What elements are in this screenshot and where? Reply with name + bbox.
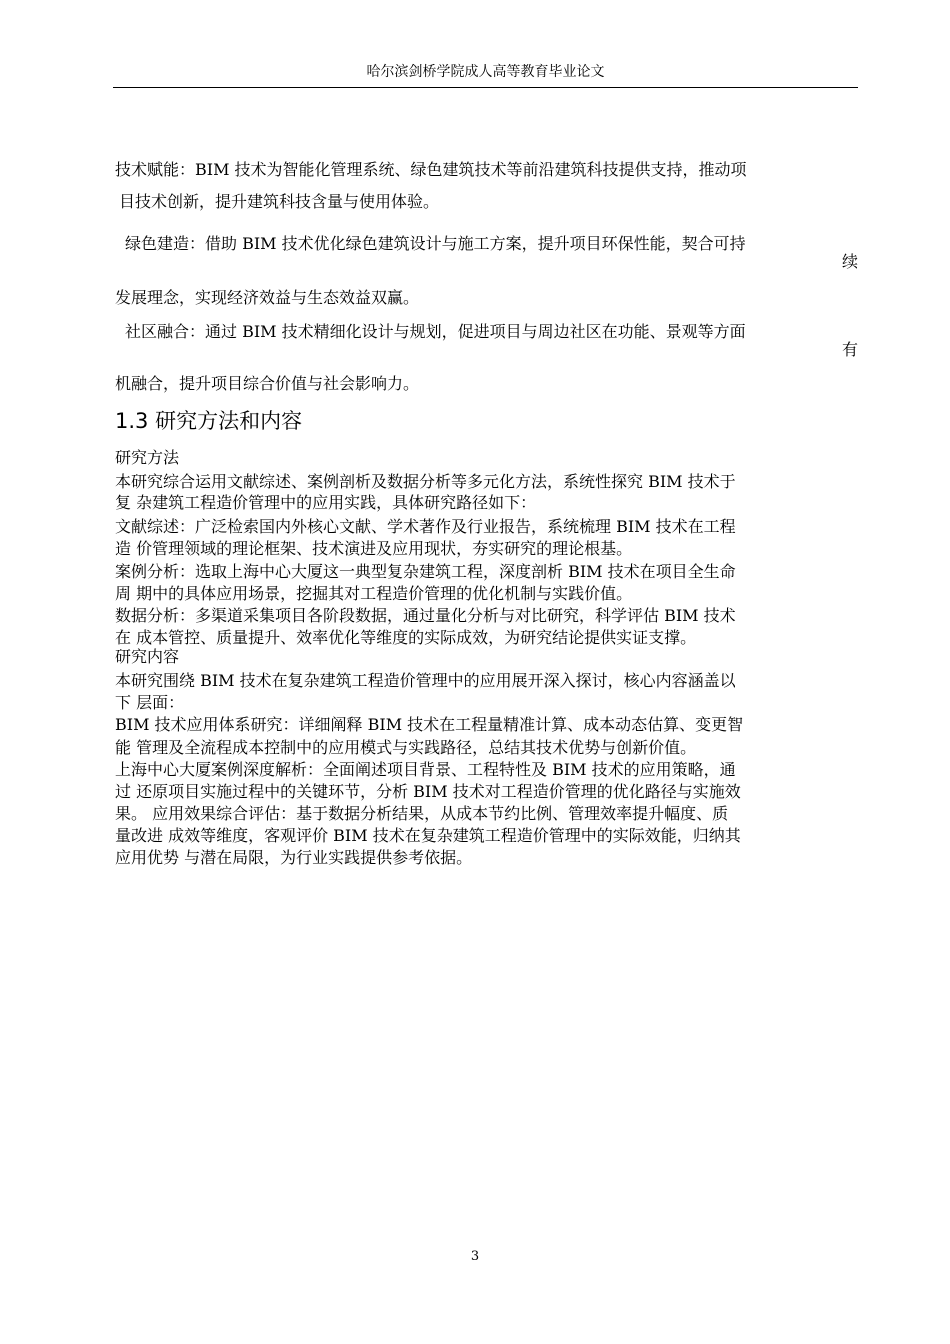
text-line: 过 还原项目实施过程中的关键环节，分析 BIM 技术对工程造价管理的优化路径与实施效 [115, 782, 741, 801]
text-line: 数据分析：多渠道采集项目各阶段数据，通过量化分析与对比研究，科学评估 BIM 技术 [115, 606, 736, 625]
text-line: 下 层面： [115, 693, 185, 712]
text-line: 本研究围绕 BIM 技术在复杂建筑工程造价管理中的应用展开深入探讨，核心内容涵盖以 [115, 671, 736, 690]
text-line: BIM 技术应用体系研究：详细阐释 BIM 技术在工程量精准计算、成本动态估算、变更智 [115, 715, 744, 734]
text-line: 造 价管理领域的理论框架、技术演进及应用现状，夯实研究的理论根基。 [115, 539, 633, 558]
page-number: 3 [470, 1249, 480, 1264]
header-divider [113, 87, 858, 88]
paragraph-green-build-wrap: 续 [841, 252, 858, 271]
paragraph-green-build-line1: 绿色建造：借助 BIM 技术优化绿色建筑设计与施工方案，提升项目环保性能，契合可持 [125, 234, 746, 253]
text-line: 果。 应用效果综合评估：基于数据分析结果，从成本节约比例、管理效率提升幅度、质 [115, 804, 729, 823]
text-line: 周 期中的具体应用场景，挖掘其对工程造价管理的优化机制与实践价值。 [115, 584, 633, 603]
text-line: 应用优势 与潜在局限，为行业实践提供参考依据。 [115, 848, 473, 867]
text-line: 本研究综合运用文献综述、案例剖析及数据分析等多元化方法，系统性探究 BIM 技术于 [115, 472, 736, 491]
text-line: 在 成本管控、质量提升、效率优化等维度的实际成效，为研究结论提供实证支撑。 [115, 628, 697, 647]
text-line: 能 管理及全流程成本控制中的应用模式与实践路径，总结其技术优势与创新价值。 [115, 738, 697, 757]
paragraph-community-line1: 社区融合：通过 BIM 技术精细化设计与规划，促进项目与周边社区在功能、景观等方面 [125, 322, 746, 341]
text-line: 文献综述：广泛检索国内外核心文献、学术著作及行业报告，系统梳理 BIM 技术在工程 [115, 517, 736, 536]
text-line: 案例分析：选取上海中心大厦这一典型复杂建筑工程，深度剖析 BIM 技术在项目全生命 [115, 562, 736, 581]
section-heading: 1.3 研究方法和内容 [115, 409, 303, 433]
page-header: 哈尔滨剑桥学院成人高等教育毕业论文 [366, 64, 605, 80]
text-line: 上海中心大厦案例深度解析：全面阐述项目背景、工程特性及 BIM 技术的应用策略，通 [115, 760, 736, 779]
subheading-research-content: 研究内容 [115, 647, 180, 666]
paragraph-community-wrap: 有 [841, 340, 858, 359]
text-line: 复 杂建筑工程造价管理中的应用实践，具体研究路径如下： [115, 493, 537, 512]
paragraph-green-build-line2: 发展理念，实现经济效益与生态效益双赢。 [115, 288, 420, 307]
text-line: 量改进 成效等维度，客观评价 BIM 技术在复杂建筑工程造价管理中的实际效能，归纳其 [115, 826, 741, 845]
paragraph-tech-empower-line2: 目技术创新，提升建筑科技含量与使用体验。 [119, 192, 440, 211]
paragraph-community-line2: 机融合，提升项目综合价值与社会影响力。 [115, 374, 420, 393]
paragraph-tech-empower-line1: 技术赋能：BIM 技术为智能化管理系统、绿色建筑技术等前沿建筑科技提供支持，推动项 [115, 160, 747, 179]
subheading-research-method: 研究方法 [115, 448, 180, 467]
